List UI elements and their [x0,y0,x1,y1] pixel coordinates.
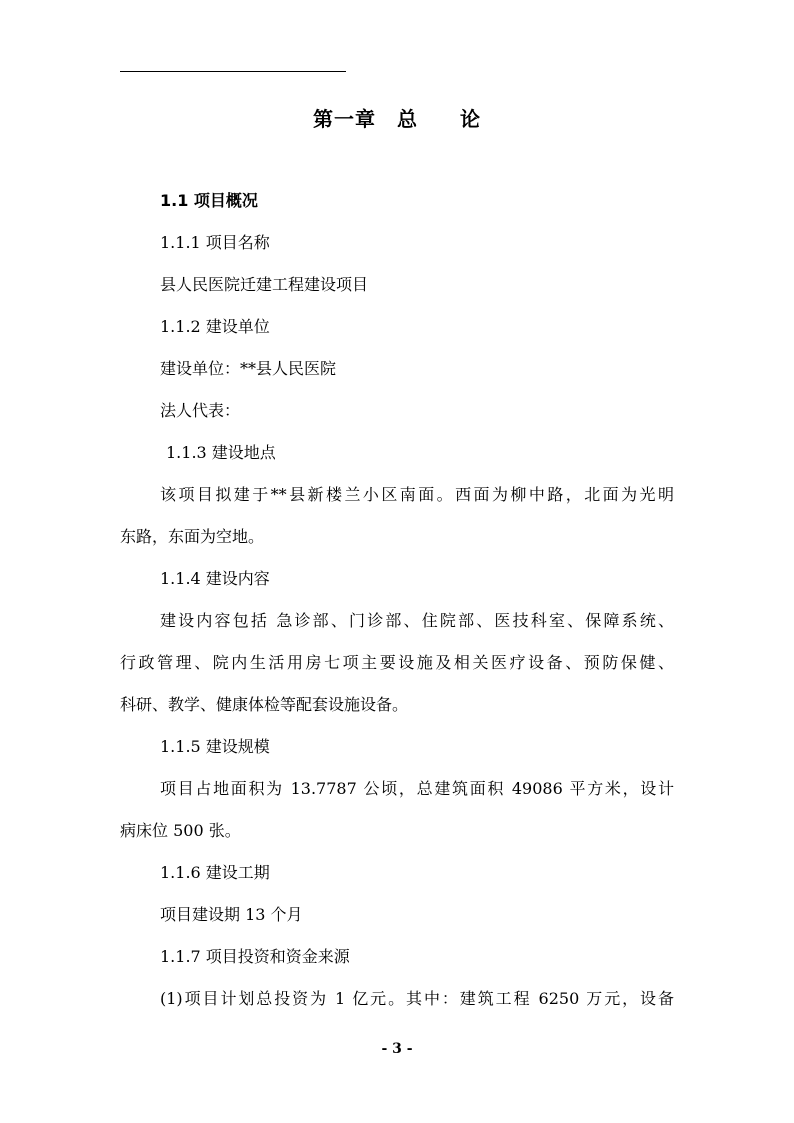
scale-line-1: 项目占地面积为 13.7787 公顷，总建筑面积 49086 平方米，设计 [160,779,674,798]
subsection-heading-1-1-5: 1.1.5 建设规模 [160,737,270,756]
subsection-heading-1-1-7: 1.1.7 项目投资和资金来源 [160,947,350,966]
content-line-3: 科研、教学、健康体检等配套设施设备。 [120,695,409,714]
scale-line-2: 病床位 500 张。 [120,821,241,840]
subsection-heading-1-1-2: 1.1.2 建设单位 [160,317,270,336]
content-line-2: 行政管理、院内生活用房七项主要设施及相关医疗设备、预防保健、 [120,653,674,672]
construction-unit: 建设单位：**县人民医院 [160,359,337,378]
subsection-heading-1-1-4: 1.1.4 建设内容 [160,569,270,588]
location-line-1: 该项目拟建于**县新楼兰小区南面。西面为柳中路，北面为光明 [160,485,674,504]
subsection-heading-1-1-3: 1.1.3 建设地点 [166,443,276,462]
chapter-title: 第一章 总 论 [313,107,481,131]
content-line-1: 建设内容包括 急诊部、门诊部、住院部、医技科室、保障系统、 [160,611,674,630]
legal-representative: 法人代表： [160,401,241,420]
construction-period: 项目建设期 13 个月 [160,905,303,924]
location-line-2: 东路，东面为空地。 [120,527,265,546]
page-number: - 3 - [381,1041,413,1057]
section-heading: 1.1 项目概况 [160,191,258,210]
project-name: 县人民医院迁建工程建设项目 [160,275,369,294]
subsection-heading-1-1-6: 1.1.6 建设工期 [160,863,270,882]
subsection-heading-1-1-1: 1.1.1 项目名称 [160,233,270,252]
header-rule [120,71,346,72]
investment-line-1: (1)项目计划总投资为 1 亿元。其中：建筑工程 6250 万元，设备 [160,989,674,1008]
